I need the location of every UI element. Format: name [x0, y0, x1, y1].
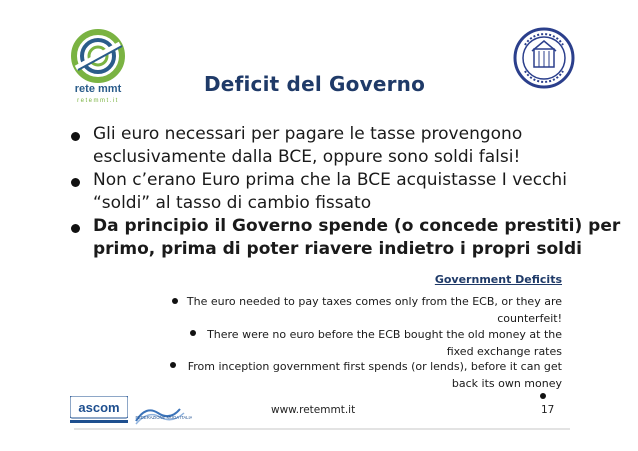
- english-item-1-line2: counterfeit!: [497, 312, 562, 325]
- footer-url: www.retemmt.it: [271, 404, 356, 416]
- english-item-2-line1: There were no euro before the ECB bought the old money at the: [207, 328, 562, 341]
- english-item-3: [182, 358, 562, 392]
- federazione-moda-italia-logo: [134, 401, 192, 427]
- page-title: Deficit del Governo: [204, 72, 426, 96]
- footer-divider: [74, 428, 570, 430]
- bullet-dot: [71, 132, 80, 141]
- bullet-it-2-line1: Non c’erano Euro prima che la BCE acquistasse I vecchi: [93, 170, 567, 190]
- bullet-dot: [71, 224, 80, 233]
- english-item-2: [202, 326, 562, 360]
- english-item-3-line1: From inception government first spends (or lends), before it can get: [187, 360, 562, 373]
- bullet-it-1-line2: esclusivamente dalla BCE, oppure sono soldi falsi!: [93, 147, 521, 167]
- bullet-it-1: [93, 123, 522, 169]
- bullet-it-3-line2: primo, prima di poter riavere indietro i propri soldi: [93, 239, 582, 259]
- bullet-it-2-line2: “soldi” al tasso di cambio fissato: [93, 193, 372, 213]
- bullet-it-3: [93, 215, 620, 261]
- bullet-dot-small: [170, 362, 176, 368]
- english-item-3-line2: back its own money: [451, 377, 562, 390]
- rete-mmt-logo-sub: retemmt.it: [77, 98, 119, 104]
- bullet-it-2: [93, 169, 567, 215]
- bullet-dot-small: [172, 298, 178, 304]
- ascom-logo: [70, 396, 128, 426]
- rete-mmt-logo-text: rete mmt: [74, 83, 122, 95]
- bullet-it-1-line1: Gli euro necessari per pagare le tasse provengono: [93, 124, 523, 144]
- bullet-dot-small: [540, 393, 546, 399]
- university-seal-logo: [513, 27, 575, 89]
- page-number: 17: [541, 404, 555, 416]
- rete-mmt-logo: [62, 28, 134, 106]
- english-item-1: [182, 293, 562, 327]
- bullet-it-3-line1: Da principio il Governo spende (o concede prestiti) per: [93, 216, 621, 236]
- english-item-1-line1: The euro needed to pay taxes comes only from the ECB, or they are: [186, 295, 562, 308]
- federazione-logo-text: FEDERAZIONE MODA ITALIA: [135, 415, 192, 420]
- ascom-logo-text: ascom: [78, 400, 120, 415]
- bullet-dot: [71, 178, 80, 187]
- english-item-2-line2: fixed exchange rates: [446, 345, 562, 358]
- english-title: Government Deficits: [434, 273, 562, 286]
- bullet-dot-small: [190, 330, 196, 336]
